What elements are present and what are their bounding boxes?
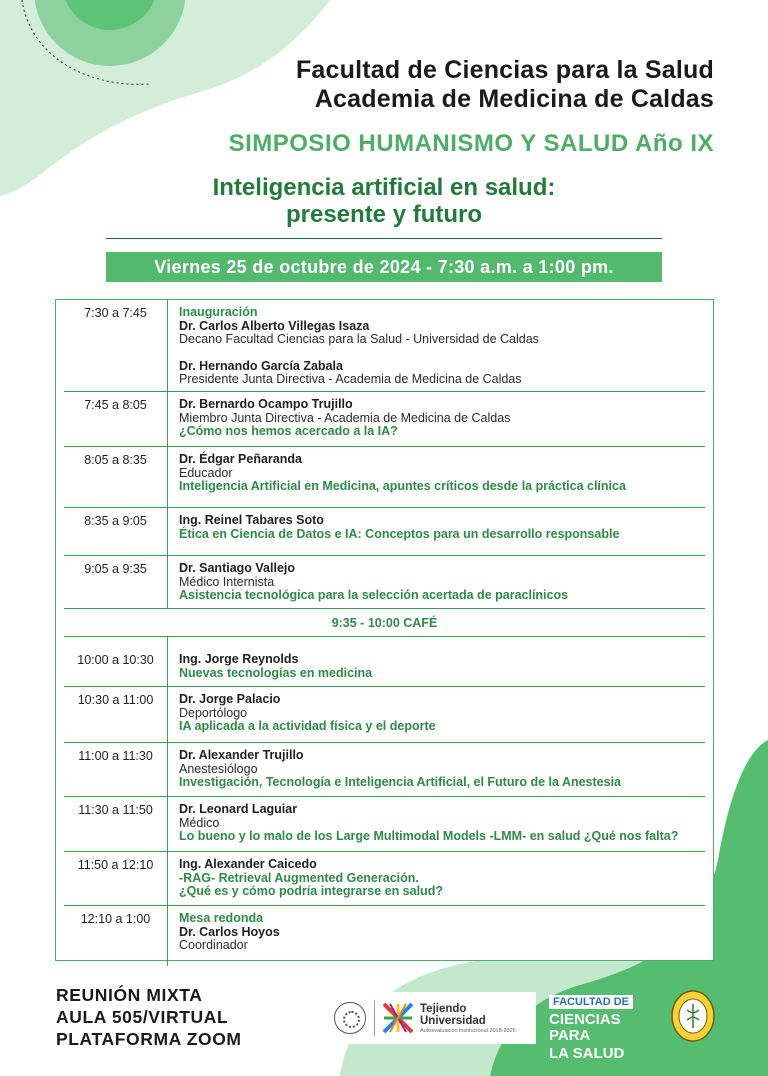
row-time: 9:05 a 9:35 [84,562,147,576]
row-content [167,687,705,742]
speaker-name: Dr. Alexander Trujillo [179,748,304,762]
talk-topic: IA aplicada a la actividad física y el deporte [179,719,436,733]
speaker-name: Dr. Leonard Laguiar [179,802,298,816]
row-content [167,906,705,966]
university-logos [322,992,536,1044]
speaker-role: Médico Internista [179,574,275,589]
row-time: 8:35 a 9:05 [84,514,147,528]
faculty-logo-line-2: LA SALUD [549,1045,625,1062]
row-content [167,743,705,796]
speaker-role: Deportólogo [179,705,248,720]
speaker-role: Coordinador [179,938,248,952]
speaker-role: Decano Facultad Ciencias para la Salud - Universidad de Caldas [179,332,539,346]
program-row [64,687,705,743]
row-content [167,556,705,608]
program-row [64,906,705,960]
talk-topic: Nuevas tecnologías en medicina [179,665,373,680]
speaker-name: Ing. Alexander Caicedo [179,857,317,871]
talk-topic: Asistencia tecnológica para la selección acertada de paraclínicos [179,588,569,602]
talk-topic: -RAG- Retrieval Augmented Generación. [179,870,419,885]
meeting-mode: REUNIÓN MIXTA [56,985,203,1005]
tejiendo-logo-icon [382,1002,414,1034]
divider [106,238,662,239]
header [296,56,714,114]
tejiendo-line-2: Universidad [420,1015,486,1027]
session-label: Mesa redonda [179,911,264,925]
meeting-room: AULA 505/VIRTUAL [56,1007,229,1027]
program-row [64,637,705,687]
speaker-name: Dr. Édgar Peñaranda [179,452,302,466]
tejiendo-subtitle: Autoevaluación institucional 2018-2026 [420,1028,516,1034]
faculty-logo-top: FACULTAD DE [549,995,633,1009]
program-row [64,300,705,392]
speaker-name: Dr. Bernardo Ocampo Trujillo [179,397,353,411]
speaker-name: Dr. Hernando García Zabala [179,358,343,373]
row-content [167,852,705,905]
row-content [167,508,705,555]
speaker-role: Educador [179,465,233,480]
row-time: 7:45 a 8:05 [84,398,147,412]
row-time: 11:00 a 11:30 [78,749,153,763]
speaker-role: Anestesiólogo [179,761,258,776]
talk-topic: Investigación, Tecnología e Inteligencia Artificial, el Futuro de la Anestesia [179,775,622,789]
talk-topic: ¿Qué es y cómo podría integrarse en salud? [179,884,443,898]
talk-topic: Inteligencia Artificial en Medicina, apuntes críticos desde la práctica clínica [179,479,626,493]
academy-seal-icon [671,990,715,1042]
faculty-logo-line-1: CIENCIAS PARA [549,1011,621,1044]
speaker-name: Ing. Jorge Reynolds [179,652,299,666]
meeting-platform: PLATAFORMA ZOOM [56,1029,242,1049]
row-content [167,637,705,686]
tejiendo-line-1: Tejiendo [420,1003,467,1015]
session-label: Inauguración [179,305,258,319]
subtitle-line-2: presente y futuro [285,201,483,228]
talk-topic: Lo bueno y lo malo de los Large Multimodal Models -LMM- en salud ¿Qué nos falta? [179,829,679,843]
event-subtitle [106,174,662,228]
speaker-role: Presidente Junta Directiva - Academia de Medicina de Caldas [179,372,522,386]
row-time: 11:30 a 11:50 [78,803,153,817]
row-time: 11:50 a 12:10 [77,858,154,872]
program-table [55,299,714,961]
speaker-name: Dr. Carlos Alberto Villegas Isaza [179,318,370,333]
program-row [64,447,705,508]
subtitle-line-1: Inteligencia artificial en salud: [212,174,556,201]
talk-topic: ¿Cómo nos hemos acercado a la IA? [179,424,398,438]
row-time: 10:00 a 10:30 [77,653,154,667]
speaker-name: Dr. Jorge Palacio [179,692,281,706]
row-time: 8:05 a 8:35 [84,453,147,467]
row-content [167,392,705,446]
program-row [64,392,705,447]
row-content [167,797,705,851]
row-content [167,300,705,391]
meeting-info [56,984,242,1050]
tejiendo-title [420,1003,486,1027]
speaker-name: Ing. Reinel Tabares Soto [179,513,324,527]
speaker-name: Dr. Santiago Vallejo [179,561,296,575]
program-row [64,743,705,797]
date-banner: Viernes 25 de octubre de 2024 - 7:30 a.m. a 1:00 pm. [106,252,662,282]
talk-topic: Ética en Ciencia de Datos e IA: Conceptos para un desarrollo responsable [179,526,620,541]
symposium-title: SIMPOSIO HUMANISMO Y SALUD Año IX [228,130,714,157]
row-content [167,447,705,507]
coffee-break: 9:35 - 10:00 CAFÉ [331,616,438,630]
break-row [64,609,705,637]
program-row [64,556,705,609]
speaker-role: Médico [179,815,220,830]
program-row [64,508,705,556]
row-time: 10:30 a 11:00 [77,693,154,707]
academy-title: Academia de Medicina de Caldas [314,85,714,113]
faculty-title: Facultad de Ciencias para la Salud [295,56,714,84]
speaker-role: Miembro Junta Directiva - Academia de Medicina de Caldas [179,410,511,425]
logo-separator [374,1000,375,1036]
program-row [64,797,705,852]
row-time: 12:10 a 1:00 [80,912,151,926]
program-row [64,852,705,906]
speaker-name: Dr. Carlos Hoyos [179,924,280,939]
faculty-logo [549,992,661,1062]
university-seal-icon [334,1002,366,1034]
row-time: 7:30 a 7:45 [84,306,147,320]
